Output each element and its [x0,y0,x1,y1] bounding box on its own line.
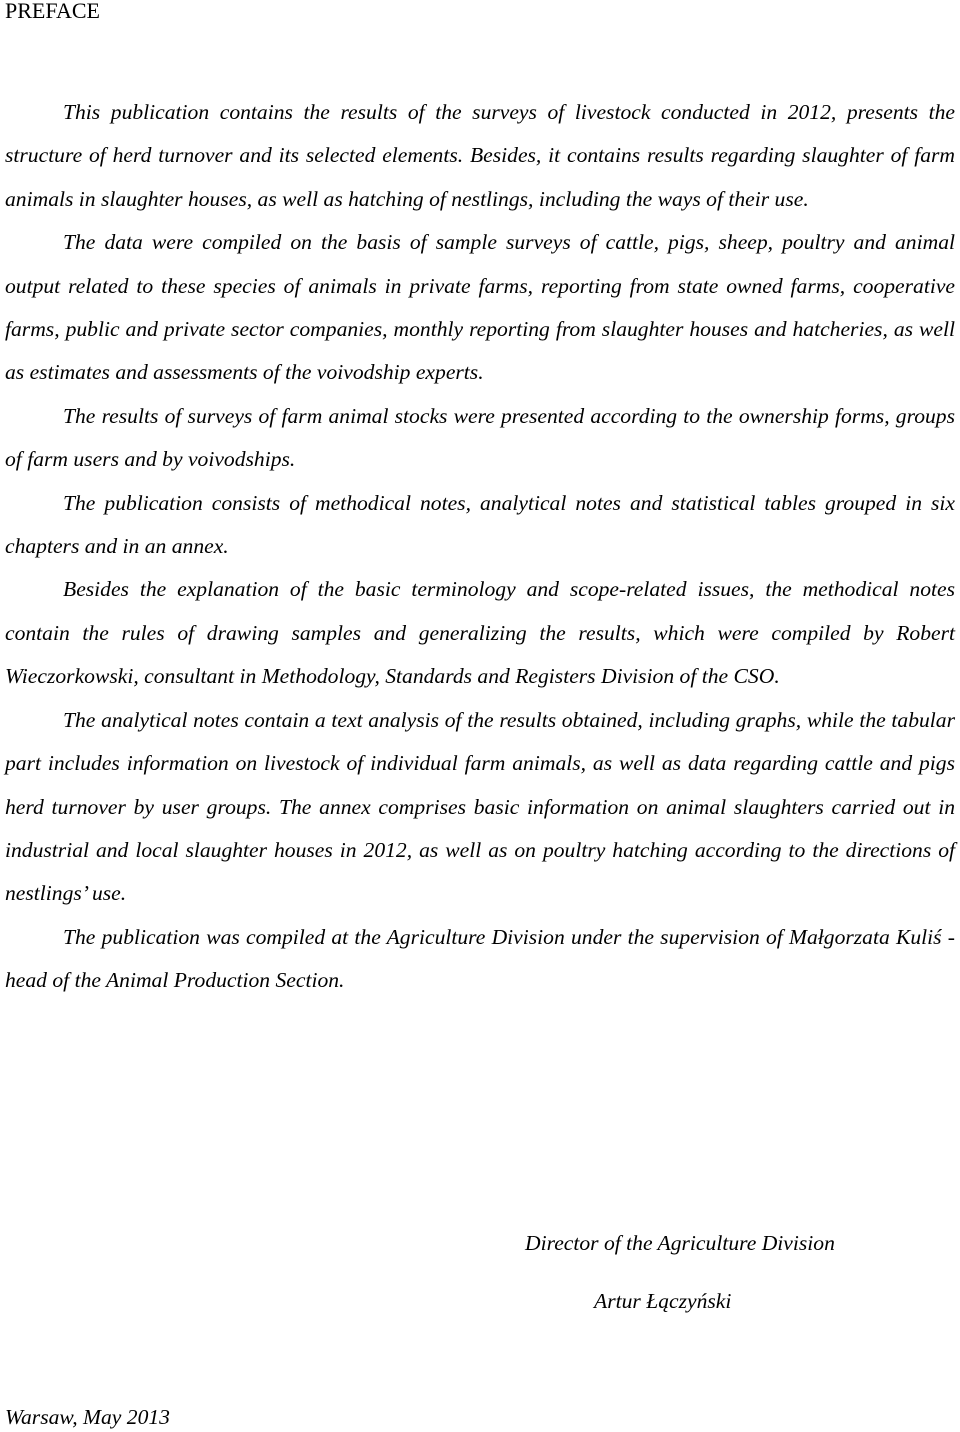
paragraph-analytical-notes: The analytical notes contain a text analysis of the results obtained, including graphs, while the tabular part includes information on livestock of individual farm animals, as well as data regarding cattle and pigs herd turnover by user groups. The annex comprises basic information on animal slaughters carried out in industrial and local slaughter houses in 2012, as well as on poultry hatching according to the directions of nestlings’ use. [5,707,955,906]
page-heading: PREFACE [5,0,100,23]
paragraph-results-presentation: The results of surveys of farm animal stocks were presented according to the ownership forms, groups of farm users and by voivodships. [5,403,955,472]
signature-title: Director of the Agriculture Division [525,1231,835,1255]
paragraph-structure: The publication consists of methodical notes, analytical notes and statistical tables grouped in six chapters and in an annex. [5,490,955,559]
place-and-date: Warsaw, May 2013 [5,1405,170,1429]
paragraph-scope: This publication contains the results of the surveys of livestock conducted in 2012, presents the structure of herd turnover and its selected elements. Besides, it contains results regarding slaughter of farm animals in slaughter houses, as well as hatching of nestlings, including the ways of their use. [5,100,955,211]
signature-name: Artur Łączyński [594,1289,732,1313]
preface-body [5,91,955,1003]
paragraph-compilation: The publication was compiled at the Agriculture Division under the supervision of Małgorzata Kuliś - head of the Animal Production Section. [5,924,955,993]
paragraph-data-sources: The data were compiled on the basis of sample surveys of cattle, pigs, sheep, poultry and animal output related to these species of animals in private farms, reporting from state owned farms, cooperative farms, public and private sector companies, monthly reporting from slaughter houses and hatcheries, as well as estimates and assessments of the voivodship experts. [5,230,955,385]
paragraph-methodical-notes: Besides the explanation of the basic terminology and scope-related issues, the methodical notes contain the rules of drawing samples and generalizing the results, which were compiled by Robert Wieczorkowski, consultant in Methodology, Standards and Registers Division of the CSO. [5,577,955,689]
